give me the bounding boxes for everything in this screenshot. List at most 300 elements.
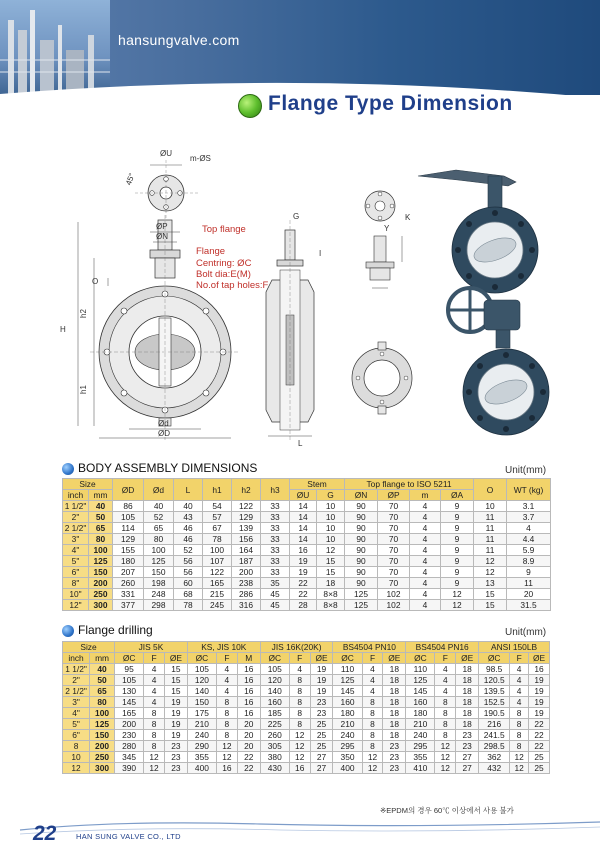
head-top-flange: Top flange to ISO 5211 (345, 479, 474, 490)
table-cell: 125 (345, 589, 378, 600)
table-cell: 8 (362, 697, 383, 708)
label-bolt-dia: Bolt dia:E(M) (196, 269, 251, 280)
label-g: G (293, 212, 300, 221)
table-cell: 430 (260, 763, 289, 774)
label-flange: Flange (196, 246, 226, 257)
table-cell: 187 (232, 556, 261, 567)
table-row (63, 708, 550, 719)
label-p: ØP (156, 222, 168, 231)
table-cell: 8 (510, 708, 529, 719)
table-cell: 8 (289, 719, 310, 730)
table-cell: 22 (237, 763, 260, 774)
table-cell: 298.5 (479, 741, 510, 752)
drill-head-inch: inch (63, 653, 90, 664)
table-cell: 16 (237, 664, 260, 675)
table-cell: 298 (144, 600, 174, 611)
green-bullet-icon (238, 94, 262, 118)
table-cell: 345 (115, 752, 144, 763)
table-cell: 390 (115, 763, 144, 774)
table-cell: 12 (289, 752, 310, 763)
table-cell: 140 (260, 686, 289, 697)
table-cell: 5" (63, 719, 90, 730)
table-cell: 105 (260, 664, 289, 675)
table-cell: 18 (383, 675, 406, 686)
table-cell: 377 (113, 600, 144, 611)
table-cell: 12 (441, 589, 474, 600)
table-cell: 90 (345, 545, 378, 556)
table-cell: 114 (113, 523, 144, 534)
head-u: ØU (290, 490, 317, 501)
table-cell: 19 (164, 719, 187, 730)
drill-head-size: Size (63, 642, 115, 653)
table-cell: 16 (529, 664, 550, 675)
table-cell: 3" (63, 697, 90, 708)
table-cell: 14 (290, 534, 317, 545)
table-cell: 80 (90, 697, 115, 708)
product-photo-lever (418, 170, 538, 293)
table-cell: 286 (232, 589, 261, 600)
table-cell: 50 (90, 675, 115, 686)
table-cell: 8 (216, 708, 237, 719)
page-title: Flange Type Dimension (268, 92, 513, 115)
drill-sub-header: F (216, 653, 237, 664)
drill-head-mm: mm (90, 653, 115, 664)
table-cell: 12 (435, 763, 456, 774)
table-cell: 4 (435, 664, 456, 675)
drill-sub-header: ØE (164, 653, 187, 664)
table-cell: 160 (333, 697, 362, 708)
label-d-big: ØD (158, 429, 170, 438)
table-cell: 8 (435, 719, 456, 730)
table-cell: 295 (406, 741, 435, 752)
table-cell: 25 (310, 730, 333, 741)
table-cell: 250 (89, 589, 113, 600)
head-h1: h1 (203, 479, 232, 501)
drill-group-header: ANSI 150LB (479, 642, 550, 653)
table-row (63, 578, 551, 589)
table-cell: 4 (410, 523, 441, 534)
table-cell: 139 (232, 523, 261, 534)
table-cell: 4 (410, 567, 441, 578)
table-cell: 13 (474, 578, 507, 589)
table-cell: 12 (144, 752, 165, 763)
table-cell: 100 (89, 545, 113, 556)
table-cell: 2 1/2" (63, 686, 90, 697)
table-cell: 4 (216, 664, 237, 675)
table-cell: 152.5 (479, 697, 510, 708)
drill-sub-header: ØC (333, 653, 362, 664)
table-cell: 8 (510, 741, 529, 752)
table-cell: 12 (362, 752, 383, 763)
table-cell: 145 (333, 686, 362, 697)
label-angle: 45° (124, 171, 137, 187)
table-cell: 22 (290, 589, 317, 600)
table-cell: 12 (510, 752, 529, 763)
head-stem: Stem (290, 479, 345, 490)
table-cell: 25 (529, 763, 550, 774)
table-row (63, 512, 551, 523)
table-cell: 110 (406, 664, 435, 675)
valve-back-view (352, 342, 412, 414)
table-cell: 4 (510, 697, 529, 708)
table-cell: 11 (507, 578, 551, 589)
drill-sub-header: F (289, 653, 310, 664)
table-cell: 4 (216, 675, 237, 686)
table-cell: 18 (456, 719, 479, 730)
table-cell: 8 (216, 697, 237, 708)
table-cell: 16 (237, 686, 260, 697)
table-cell: 18 (383, 697, 406, 708)
table-cell: 125 (144, 556, 174, 567)
table-cell: 8 (289, 708, 310, 719)
table-cell: 120 (187, 675, 216, 686)
table-cell: 43 (174, 512, 203, 523)
table-cell: 4" (63, 708, 90, 719)
table-cell: 12" (63, 600, 89, 611)
label-y: Y (384, 224, 390, 233)
table-cell: 207 (113, 567, 144, 578)
table-cell: 250 (90, 752, 115, 763)
table-cell: 8 (63, 741, 90, 752)
label-h: H (60, 325, 66, 334)
table-cell: 40 (90, 664, 115, 675)
table-cell: 6" (63, 567, 89, 578)
table-cell: 10 (317, 512, 345, 523)
table-cell: 12 (441, 600, 474, 611)
table-cell: 10" (63, 589, 89, 600)
table-cell: 400 (187, 763, 216, 774)
table-cell: 240 (187, 730, 216, 741)
table-cell: 16 (237, 708, 260, 719)
table-cell: 130 (115, 686, 144, 697)
table-cell: 19 (310, 675, 333, 686)
head-wt: WT (kg) (507, 479, 551, 501)
table-cell: 10 (317, 501, 345, 512)
table-cell: 25 (310, 741, 333, 752)
table-cell: 70 (378, 567, 410, 578)
table-cell: 129 (113, 534, 144, 545)
label-l: L (298, 439, 303, 448)
body-dimensions-table (62, 478, 551, 611)
table-cell: 22 (529, 741, 550, 752)
table-cell: 11 (474, 545, 507, 556)
drill-group-header: KS, JIS 10K (187, 642, 260, 653)
table-cell: 180 (406, 708, 435, 719)
table-cell: 65 (90, 686, 115, 697)
table-cell: 215 (203, 589, 232, 600)
table-cell: 10 (317, 534, 345, 545)
table-cell: 4 (410, 578, 441, 589)
table-cell: 15 (164, 686, 187, 697)
table-cell: 8 (216, 719, 237, 730)
table-cell: 12 (216, 741, 237, 752)
table-row (63, 501, 551, 512)
table-cell: 4 (144, 697, 165, 708)
body-unit: Unit(mm) (505, 465, 547, 476)
drill-sub-header: ØE (310, 653, 333, 664)
table-cell: 120 (260, 675, 289, 686)
table-cell: 20 (237, 719, 260, 730)
table-cell: 12 (317, 545, 345, 556)
table-row (63, 600, 551, 611)
table-cell: 8 (362, 741, 383, 752)
table-row (63, 697, 550, 708)
table-cell: 175 (187, 708, 216, 719)
table-cell: 33 (261, 556, 290, 567)
table-cell: 129 (232, 512, 261, 523)
table-cell: 2" (63, 512, 89, 523)
table-cell: 19 (290, 567, 317, 578)
table-cell: 19 (164, 730, 187, 741)
table-cell: 20 (237, 741, 260, 752)
table-cell: 300 (89, 600, 113, 611)
table-cell: 9 (441, 501, 474, 512)
head-l: L (174, 479, 203, 501)
table-cell: 105 (113, 512, 144, 523)
table-cell: 33 (261, 501, 290, 512)
table-cell: 432 (479, 763, 510, 774)
table-cell: 2" (63, 675, 90, 686)
table-cell: 3.7 (507, 512, 551, 523)
table-cell: 4 (362, 664, 383, 675)
table-cell: 15 (474, 600, 507, 611)
table-cell: 8 (435, 730, 456, 741)
table-cell: 33 (261, 523, 290, 534)
table-cell: 8 (362, 719, 383, 730)
label-top-flange: Top flange (202, 224, 246, 235)
table-cell: 4 (144, 664, 165, 675)
website-url: hansungvalve.com (118, 32, 240, 48)
table-row (63, 719, 550, 730)
table-cell: 70 (378, 545, 410, 556)
table-cell: 23 (383, 763, 406, 774)
table-cell: 67 (203, 523, 232, 534)
table-cell: 238 (232, 578, 261, 589)
table-cell: 9 (507, 567, 551, 578)
table-cell: 9 (441, 534, 474, 545)
table-cell: 8 (289, 686, 310, 697)
table-cell: 27 (310, 752, 333, 763)
table-cell: 240 (333, 730, 362, 741)
table-row (63, 752, 550, 763)
table-cell: 19 (529, 686, 550, 697)
table-cell: 12 (510, 763, 529, 774)
drill-sub-header: ØC (479, 653, 510, 664)
drill-sub-header: F (144, 653, 165, 664)
table-cell: 248 (144, 589, 174, 600)
table-cell: 15 (474, 589, 507, 600)
table-cell: 86 (113, 501, 144, 512)
table-cell: 1 1/2" (63, 664, 90, 675)
table-cell: 4 (144, 675, 165, 686)
table-cell: 8.9 (507, 556, 551, 567)
table-cell: 18 (383, 708, 406, 719)
table-cell: 4" (63, 545, 89, 556)
table-cell: 164 (232, 545, 261, 556)
table-cell: 95 (115, 664, 144, 675)
label-h2: h2 (79, 309, 88, 318)
table-cell: 10 (474, 501, 507, 512)
table-cell: 4.4 (507, 534, 551, 545)
table-cell: 10 (317, 523, 345, 534)
table-cell: 23 (383, 741, 406, 752)
table-cell: 4 (216, 686, 237, 697)
table-cell: 90 (345, 512, 378, 523)
table-cell: 46 (174, 534, 203, 545)
table-row (63, 741, 550, 752)
table-cell: 245 (203, 600, 232, 611)
table-cell: 125 (89, 556, 113, 567)
table-cell: 210 (187, 719, 216, 730)
head-mm: mm (89, 490, 113, 501)
table-cell: 12 (216, 752, 237, 763)
table-cell: 8 (144, 708, 165, 719)
table-cell: 8 (144, 719, 165, 730)
head-o: O (474, 479, 507, 501)
table-cell: 120.5 (479, 675, 510, 686)
stem-top-detail (365, 191, 402, 288)
drill-sub-header: F (510, 653, 529, 664)
table-cell: 18 (456, 708, 479, 719)
table-cell: 70 (378, 534, 410, 545)
epdm-note: ※EPDM의 경우 60℃ 이상에서 사용 불가 (380, 806, 514, 815)
table-cell: 15 (317, 556, 345, 567)
table-cell: 35 (261, 578, 290, 589)
table-cell: 110 (333, 664, 362, 675)
table-cell: 160 (406, 697, 435, 708)
table-cell: 5.9 (507, 545, 551, 556)
table-cell: 18 (456, 664, 479, 675)
table-cell: 54 (203, 501, 232, 512)
table-cell: 165 (115, 708, 144, 719)
table-cell: 150 (89, 567, 113, 578)
table-cell: 80 (144, 534, 174, 545)
table-cell: 18 (456, 686, 479, 697)
label-tap-holes: No.of tap holes:F (196, 280, 269, 291)
table-row (63, 763, 550, 774)
table-cell: 27 (456, 752, 479, 763)
table-cell: 155 (113, 545, 144, 556)
table-cell: 20 (237, 730, 260, 741)
table-cell: 18 (456, 675, 479, 686)
table-cell: 23 (310, 708, 333, 719)
table-cell: 305 (260, 741, 289, 752)
table-cell: 198 (144, 578, 174, 589)
table-cell: 8 (362, 708, 383, 719)
flange-drilling-table (62, 641, 550, 774)
table-cell: 16 (290, 545, 317, 556)
table-cell: 19 (290, 556, 317, 567)
table-cell: 8 (510, 719, 529, 730)
table-cell: 40 (89, 501, 113, 512)
table-cell: 14 (290, 512, 317, 523)
table-cell: 11 (474, 534, 507, 545)
head-h3: h3 (261, 479, 290, 501)
table-cell: 125 (406, 675, 435, 686)
drill-sub-header: F (435, 653, 456, 664)
table-cell: 8×8 (317, 589, 345, 600)
table-cell: 160 (260, 697, 289, 708)
table-cell: 290 (187, 741, 216, 752)
drill-sub-header: ØC (406, 653, 435, 664)
label-u: ØU (160, 149, 172, 158)
table-cell: 150 (144, 567, 174, 578)
table-cell: 20 (507, 589, 551, 600)
table-cell: 98.5 (479, 664, 510, 675)
drill-sub-header: ØE (529, 653, 550, 664)
table-cell: 230 (115, 730, 144, 741)
table-cell: 200 (90, 741, 115, 752)
table-cell: 200 (89, 578, 113, 589)
table-cell: 107 (203, 556, 232, 567)
table-cell: 65 (89, 523, 113, 534)
table-cell: 12 (474, 567, 507, 578)
table-cell: 102 (378, 589, 410, 600)
table-cell: 4 (410, 545, 441, 556)
table-cell: 80 (89, 534, 113, 545)
table-cell: 4 (362, 686, 383, 697)
table-cell: 45 (261, 589, 290, 600)
table-cell: 22 (290, 578, 317, 589)
table-cell: 9 (441, 523, 474, 534)
table-cell: 14 (290, 501, 317, 512)
table-cell: 180 (113, 556, 144, 567)
table-row (63, 523, 551, 534)
table-cell: 12 (289, 730, 310, 741)
table-cell: 4 (410, 501, 441, 512)
table-cell: 8 (144, 730, 165, 741)
table-cell: 185 (260, 708, 289, 719)
table-cell: 90 (345, 578, 378, 589)
table-cell: 280 (115, 741, 144, 752)
drilling-unit: Unit(mm) (505, 627, 547, 638)
table-row (63, 534, 551, 545)
table-cell: 295 (333, 741, 362, 752)
table-cell: 165 (203, 578, 232, 589)
table-cell: 410 (406, 763, 435, 774)
table-cell: 15 (317, 567, 345, 578)
table-cell: 145 (406, 686, 435, 697)
table-cell: 12 (474, 556, 507, 567)
table-cell: 22 (237, 752, 260, 763)
table-cell: 12 (435, 752, 456, 763)
table-cell: 100 (203, 545, 232, 556)
table-cell: 70 (378, 523, 410, 534)
table-cell: 400 (333, 763, 362, 774)
table-cell: 380 (260, 752, 289, 763)
table-cell: 25 (529, 752, 550, 763)
table-cell: 8 (362, 730, 383, 741)
table-cell: 90 (345, 534, 378, 545)
table-cell: 260 (260, 730, 289, 741)
head-inch: inch (63, 490, 89, 501)
table-cell: 2 1/2" (63, 523, 89, 534)
table-cell: 210 (406, 719, 435, 730)
table-cell: 122 (232, 501, 261, 512)
drill-sub-header: M (237, 653, 260, 664)
table-cell: 90 (345, 556, 378, 567)
table-cell: 139.5 (479, 686, 510, 697)
drill-sub-header: ØC (115, 653, 144, 664)
drill-sub-header: ØC (187, 653, 216, 664)
table-row (63, 730, 550, 741)
table-cell: 33 (261, 545, 290, 556)
table-cell: 19 (529, 675, 550, 686)
table-cell: 4 (410, 600, 441, 611)
table-cell: 12 (435, 741, 456, 752)
table-cell: 78 (203, 534, 232, 545)
table-cell: 4 (510, 675, 529, 686)
